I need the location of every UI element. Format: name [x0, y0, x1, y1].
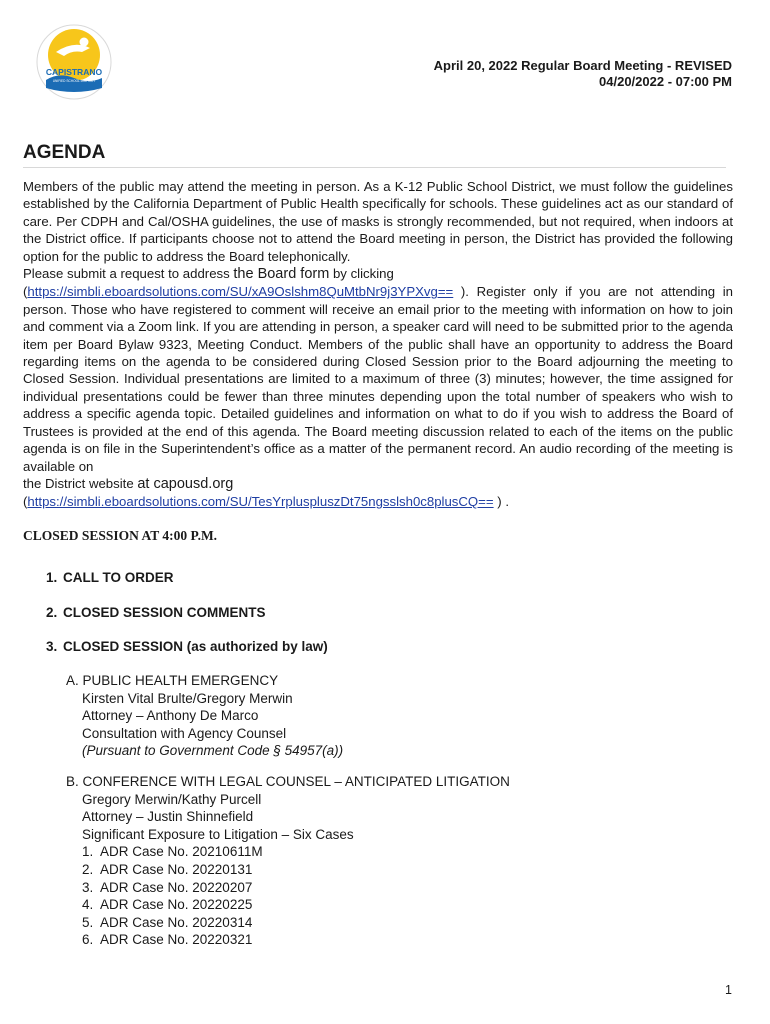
intro-paragraph: Members of the public may attend the meeting in person. As a K-12 Public School District, we must follow the guidelines established by the California Department of Public Health specifically for schools. These guidelines act as our standard of care. Per CDPH and Cal/OSHA guidelines, the use of masks is strongly recommended, but not required, when indoors at the District office. If participants choose not to attend the Board meeting in person, the District has provided the following option for the public to address the Board telephonically. [23, 179, 733, 264]
board-form-line: Please submit a request to address the Board form by clicking [23, 266, 394, 283]
subitem-title: B. CONFERENCE WITH LEGAL COUNSEL – ANTICIPATED LITIGATION [66, 774, 510, 789]
agenda-item-closed-session: 3. CLOSED SESSION (as authorized by law) [46, 639, 328, 654]
case-item: 6. ADR Case No. 20220321 [82, 932, 253, 948]
page-number: 1 [725, 983, 732, 997]
subitem-line: Consultation with Agency Counsel [82, 725, 287, 741]
meeting-datetime: 04/20/2022 - 07:00 PM [599, 74, 732, 89]
meeting-title: April 20, 2022 Regular Board Meeting - REVISED [433, 58, 732, 73]
audio-link-line: (https://simbli.eboardsolutions.com/SU/TesYrpluspluszDt75ngsslsh0c8plusCQ== ) . [23, 494, 509, 510]
case-item: 3. ADR Case No. 20220207 [82, 879, 253, 895]
subitem-public-health-emergency [66, 672, 343, 760]
intro-text [23, 178, 733, 511]
audio-recording-link[interactable]: https://simbli.eboardsolutions.com/SU/TesYrpluspluszDt75ngsslsh0c8plusCQ== [27, 494, 494, 510]
closed-session-heading: CLOSED SESSION AT 4:00 P.M. [23, 528, 218, 543]
subitem-line: Attorney – Anthony De Marco [82, 708, 259, 724]
case-item: 2. ADR Case No. 20220131 [82, 861, 253, 877]
website-line: the District website at capousd.org [23, 475, 234, 492]
meeting-header [434, 58, 732, 90]
case-item: 5. ADR Case No. 20220314 [82, 914, 253, 930]
subitem-line: Kirsten Vital Brulte/Gregory Merwin [82, 690, 293, 706]
subitem-line: Attorney – Justin Shinnefield [82, 809, 254, 825]
agenda-item-call-to-order: 1. CALL TO ORDER [46, 570, 174, 585]
case-item: 4. ADR Case No. 20220225 [82, 897, 253, 913]
logo-text: CAPISTRANO [45, 67, 103, 77]
board-form-link[interactable]: https://simbli.eboardsolutions.com/SU/xA9Oslshm8QuMtbNr9j3YPXvg== [27, 284, 454, 300]
subitem-line: Gregory Merwin/Kathy Purcell [82, 791, 262, 807]
registration-paragraph: (https://simbli.eboardsolutions.com/SU/xA9Oslshm8QuMtbNr9j3YPXvg== ). Register only if you are not attending in person. Those who have registered to comment will receive an email prior to the meeting with information on how to join and comment via a Zoom link. If you are attending in person, a speaker card will need to be submitted prior to the agenda item per Board Bylaw 9323, Meeting Conduct. Members of the public shall have an opportunity to address the Board regarding items on the agenda to be considered during Closed Session prior to the Board adjourning the meeting to Closed Session. Individual presentations are limited to a maximum of three (3) minutes; however, the time assigned for individual presentations could be fewer than three minutes depending upon the total number of speakers who wish to address a specific agenda topic. Detailed guidelines and information on what to do if you wish to address the Board of Trustees is provided at the end of this agenda. The Board meeting discussion related to each of the items on the public agenda is on file in the Superintendent’s office as a matter of the permanent record. An audio recording of the meeting is available on [23, 284, 733, 474]
logo-subtext: UNIFIED SCHOOL DISTRICT [52, 79, 96, 83]
agenda-item-closed-session-comments: 2. CLOSED SESSION COMMENTS [46, 605, 266, 620]
subitem-legal-counsel [66, 773, 510, 949]
subitem-citation: (Pursuant to Government Code § 54957(a)) [82, 743, 344, 759]
subitem-line: Significant Exposure to Litigation – Six Cases [82, 826, 354, 842]
case-item: 1. ADR Case No. 20210611M [82, 844, 263, 860]
agenda-title: AGENDA [23, 142, 726, 168]
subitem-title: A. PUBLIC HEALTH EMERGENCY [66, 673, 279, 688]
district-logo [34, 22, 114, 102]
